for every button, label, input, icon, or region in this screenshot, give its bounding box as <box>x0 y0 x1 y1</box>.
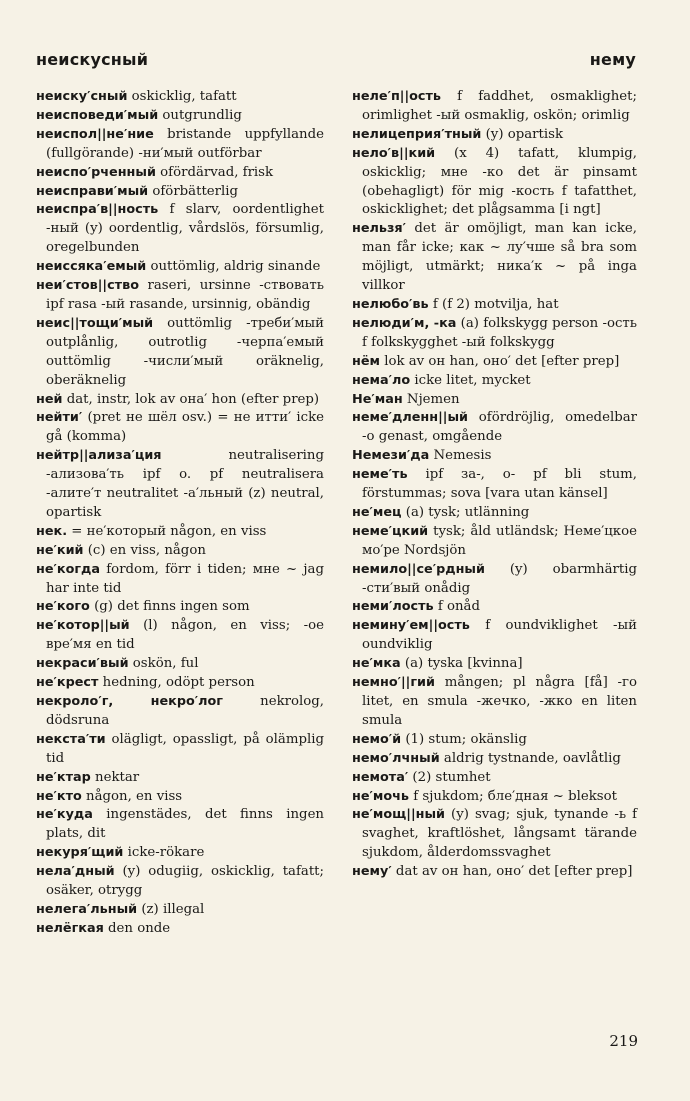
entry-headword: немо′й <box>352 731 402 747</box>
dictionary-entry <box>36 201 324 258</box>
entry-definition: neutralisering -ализова′ть ipf o. pf neutralisera -алите′т neutralitet -а′льный (z) neutral, opartisk <box>46 448 324 520</box>
entry-definition: aldrig tystnande, oavlåtlig <box>439 750 621 766</box>
entry-definition: Njemen <box>402 391 460 407</box>
entry-definition: tysk; åld utländsk; Неме′цкое мо′ре Nordsjön <box>362 523 637 558</box>
entry-definition: Nemesis <box>429 448 492 464</box>
entry-headword: неи′стов||ство <box>36 278 139 294</box>
entry-headword: Не′ман <box>352 391 403 407</box>
dictionary-entry <box>352 353 637 372</box>
dictionary-entry <box>352 504 637 523</box>
dictionary-entry <box>36 674 324 693</box>
dictionary-entry <box>352 863 637 882</box>
entry-definition: (a) tyska [kvinna] <box>400 656 523 672</box>
entry-headword: немо′лчный <box>352 750 440 766</box>
dictionary-entry <box>36 447 324 523</box>
entry-definition: (z) illegal <box>137 901 205 917</box>
entry-definition: oskön, ful <box>128 656 199 672</box>
entry-definition: (1) stum; okänslig <box>401 731 527 747</box>
dictionary-entry <box>36 561 324 599</box>
entry-headword: неме′дленн||ый <box>352 410 468 426</box>
entry-headword: неиспра′в||ность <box>36 202 159 218</box>
dictionary-entry <box>352 598 637 617</box>
entry-headword: Немези′да <box>352 448 430 464</box>
entry-headword: нейти′ <box>36 410 83 426</box>
entry-definition: oförbätterlig <box>148 183 239 199</box>
entry-definition: nekrolog, dödsruna <box>46 694 324 728</box>
dictionary-entry <box>352 788 637 807</box>
entry-definition: fordom, förr i tiden; мне ~ jag har inte tid <box>46 561 324 596</box>
entry-headword: нело′в||кий <box>352 145 436 161</box>
entry-definition: bristande uppfyllande (fullgörande) -ни′мый outförbar <box>46 126 324 161</box>
dictionary-entry <box>36 258 324 277</box>
guide-word-left: неискусный <box>36 50 149 69</box>
entry-definition: (a) tysk; utlänning <box>401 504 530 520</box>
entry-headword: нельзя′ <box>352 221 407 237</box>
entry-definition: (c) en viss, någon <box>83 542 206 558</box>
entry-headword: неиспол||не′ние <box>36 126 154 142</box>
entry-definition: dat av он han, оно′ det [efter prep] <box>391 864 633 880</box>
entry-headword: неисправи′мый <box>36 183 149 199</box>
entry-definition: f onåd <box>433 599 480 615</box>
entry-definition: (a) folkskygg person -ость f folkskygghet -ый folkskygg <box>362 315 637 350</box>
entry-headword: нелюбо′вь <box>352 296 429 312</box>
dictionary-entry <box>36 542 324 561</box>
dictionary-entry <box>352 88 637 126</box>
entry-headword: неиску′сный <box>36 89 128 104</box>
entry-headword: не′ктар <box>36 769 91 785</box>
dictionary-entry <box>352 145 637 221</box>
dictionary-entry <box>352 617 637 655</box>
entry-definition: (y) odugiig, oskicklig, tafatt; osäker, otrygg <box>46 864 324 899</box>
dictionary-entry <box>352 674 637 731</box>
entry-definition: outtömlig, aldrig sinande <box>146 259 321 275</box>
entry-definition: outgrundlig <box>158 107 242 123</box>
entry-headword: некроло′г, некро′лог <box>36 694 223 709</box>
dictionary-entry <box>352 769 637 788</box>
entry-definition: = не′который någon, en viss <box>67 523 267 539</box>
entry-definition: mången; pl några [få] -го litet, en smula -жечко, -жко en liten smula <box>362 675 637 728</box>
entry-headword: неисповеди′мый <box>36 107 159 123</box>
entry-definition: (y) svag; sjuk, tynande -ь f svaghet, kraftlöshet, långsamt tärande sjukdom, ålderdomssvaghet <box>362 807 637 861</box>
entry-definition: (g) det finns ingen som <box>89 599 250 615</box>
entry-definition: någon, en viss <box>81 788 183 804</box>
dictionary-entry <box>36 183 324 202</box>
entry-headword: не′куда <box>36 807 93 823</box>
entry-headword: не′крест <box>36 675 99 691</box>
entry-headword: некраси′вый <box>36 656 129 672</box>
dictionary-entry <box>36 164 324 183</box>
entry-headword: нелёгкая <box>36 920 104 936</box>
entry-headword: неме′ть <box>352 467 408 483</box>
entry-definition: olägligt, opassligt, på olämplig tid <box>46 731 324 766</box>
dictionary-entry <box>352 466 637 504</box>
dictionary-entry <box>36 920 324 939</box>
entry-headword: нему′ <box>352 864 392 880</box>
entry-headword: не′кто <box>36 788 82 804</box>
entry-definition: outtömlig -треби′мый outplånlig, outrotlig -черпа′емый outtömlig -числи′мый oräknelig, oberäknelig <box>46 315 324 388</box>
dictionary-entry <box>352 523 637 561</box>
dictionary-entry <box>36 863 324 901</box>
dictionary-entry <box>352 315 637 353</box>
entry-definition: nektar <box>90 769 140 785</box>
dictionary-entry <box>36 598 324 617</box>
dictionary-entry <box>352 126 637 145</box>
entry-headword: некуря′щий <box>36 845 124 861</box>
page-number: 219 <box>609 1032 638 1050</box>
entry-headword: неле′п||ость <box>352 89 442 104</box>
entry-headword: не′мка <box>352 656 401 672</box>
entry-headword: немину′ем||ость <box>352 618 470 634</box>
dictionary-entry <box>36 277 324 315</box>
entry-definition: ofördröjlig, omedelbar -о genast, omgående <box>362 410 637 445</box>
entry-headword: нелега′льный <box>36 901 138 917</box>
entry-headword: немота′ <box>352 769 409 785</box>
entry-headword: ней <box>36 391 63 407</box>
entry-definition: dat, instr, lok av она′ hon (efter prep) <box>62 391 320 407</box>
entry-headword: неми′лость <box>352 599 434 615</box>
dictionary-entry <box>36 409 324 447</box>
entry-definition: ingenstädes, det finns ingen plats, dit <box>46 807 324 842</box>
entry-headword: не′мец <box>352 504 402 520</box>
entry-headword: нема′ло <box>352 372 411 388</box>
entry-headword: некста′ти <box>36 731 106 747</box>
dictionary-entry <box>36 126 324 164</box>
entry-headword: нём <box>352 353 380 369</box>
dictionary-entry <box>352 296 637 315</box>
entry-definition: det är omöjligt, man kan icke, man får icke; как ~ лу′чше så bra som möjligt, utmärkt; ника′к ~ på inga villkor <box>362 221 637 294</box>
entry-definition: (pret не шёл osv.) = не итти′ icke gå (komma) <box>46 410 324 445</box>
entry-definition: (l) någon, en viss; -ое вре′мя en tid <box>46 618 324 653</box>
entry-headword: неме′цкий <box>352 523 429 539</box>
right-column <box>352 88 637 882</box>
dictionary-entry <box>352 561 637 599</box>
dictionary-entry <box>352 391 637 410</box>
dictionary-entry <box>352 731 637 750</box>
entry-definition: hedning, odöpt person <box>98 675 255 691</box>
entry-headword: нейтр||ализа′ция <box>36 448 162 464</box>
dictionary-entry <box>36 788 324 807</box>
dictionary-entry <box>36 655 324 674</box>
entry-headword: немило||се′рдный <box>352 561 485 577</box>
entry-headword: неис||тощи′мый <box>36 315 154 331</box>
entry-definition: (y) obarmhärtig -сти′вый onådig <box>362 561 637 596</box>
dictionary-entry <box>352 372 637 391</box>
dictionary-entry <box>36 315 324 391</box>
entry-headword: немно′||гий <box>352 675 435 691</box>
dictionary-entry <box>352 447 637 466</box>
left-column <box>36 88 324 939</box>
dictionary-entry <box>36 693 324 731</box>
dictionary-entry <box>36 107 324 126</box>
entry-definition: raseri, ursinne -ствовать ipf rasa -ый rasande, ursinnig, obändig <box>46 278 324 312</box>
entry-definition: (x 4) tafatt, klumpig, oskicklig; мне -ко det är pinsamt (obehagligt) för mig -кость f tafatthet, oskicklighet; det plågsamma [i ngt] <box>362 145 637 218</box>
entry-definition: icke-rökare <box>123 845 205 861</box>
entry-headword: неиспо′рченный <box>36 164 156 180</box>
entry-headword: неиссяка′емый <box>36 259 147 275</box>
dictionary-entry <box>352 655 637 674</box>
entry-definition: f (f 2) motvilja, hat <box>428 296 559 312</box>
entry-headword: не′кого <box>36 599 90 615</box>
dictionary-entry <box>36 806 324 844</box>
entry-headword: не′кий <box>36 542 84 558</box>
entry-definition: den onde <box>103 920 171 936</box>
entry-definition: ipf за-, о- pf bli stum, förstummas; sova [vara utan känsel] <box>362 467 637 502</box>
dictionary-entry <box>36 844 324 863</box>
entry-definition: ofördärvad, frisk <box>155 164 274 180</box>
dictionary-entry <box>36 523 324 542</box>
guide-word-right: нему <box>589 50 636 69</box>
entry-headword: не′котор||ый <box>36 618 130 634</box>
dictionary-entry <box>36 901 324 920</box>
dictionary-entry <box>352 409 637 447</box>
entry-headword: не′мощ||ный <box>352 807 446 823</box>
dictionary-entry <box>352 806 637 863</box>
dictionary-entry <box>36 769 324 788</box>
entry-definition: oskicklig, tafatt <box>127 89 237 104</box>
entry-headword: не′мочь <box>352 788 410 804</box>
entry-headword: нела′дный <box>36 864 115 880</box>
dictionary-entry <box>36 617 324 655</box>
entry-definition: lok av он han, оно′ det [efter prep] <box>379 353 620 369</box>
entry-headword: нек. <box>36 523 68 539</box>
entry-definition: (y) opartisk <box>481 126 564 142</box>
dictionary-entry <box>352 750 637 769</box>
dictionary-entry <box>352 220 637 296</box>
entry-headword: нелюди′м, -ка <box>352 315 457 331</box>
entry-headword: не′когда <box>36 561 101 577</box>
entry-definition: f slarv, oordentlighet -ный (y) oordentlig, vårdslös, försumlig, oregelbunden <box>46 202 324 256</box>
dictionary-entry <box>36 88 324 107</box>
dictionary-entry <box>36 391 324 410</box>
entry-definition: (2) stumhet <box>408 769 491 785</box>
dictionary-entry <box>36 731 324 769</box>
entry-headword: нелицеприя′тный <box>352 126 482 142</box>
entry-definition: icke litet, mycket <box>410 372 531 388</box>
entry-definition: f faddhet, osmaklighet; orimlighet -ый osmaklig, oskön; orimlig <box>362 89 637 123</box>
entry-definition: f oundviklighet -ый oundviklig <box>362 618 637 653</box>
entry-definition: f sjukdom; бле′дная ~ bleksot <box>409 788 617 804</box>
